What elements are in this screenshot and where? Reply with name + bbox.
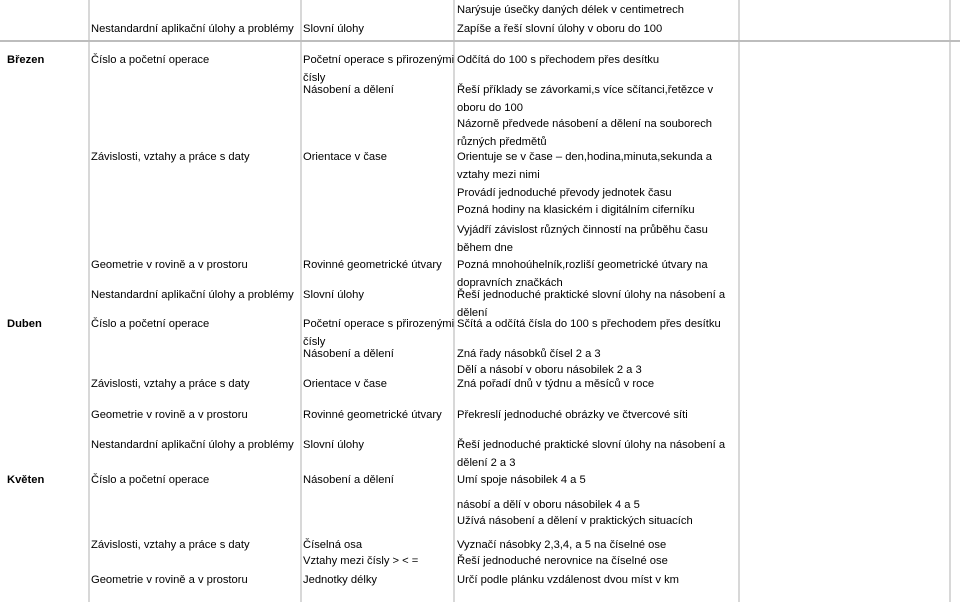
subtopic-cell: Číselná osa	[303, 539, 363, 551]
outcome-text: Odčítá do 100 s přechodem přes desítku	[457, 54, 660, 66]
subtopic-cell: Rovinné geometrické útvary	[303, 409, 442, 421]
outcome-text: Pozná mnohoúhelník,rozliší geometrické útvary na dopravních značkách	[457, 259, 708, 289]
topic-cell: Geometrie v rovině a v prostoru	[91, 574, 248, 586]
outcome-text: Užívá násobení a dělení v praktických situacích	[457, 515, 693, 527]
topic-cell: Nestandardní aplikační úlohy a problémy	[91, 439, 294, 451]
outcome-text: Provádí jednoduché převody jednotek času	[457, 187, 672, 199]
subtopic-cell: Početní operace s přirozenými čísly	[303, 54, 455, 84]
topic-cell: Geometrie v rovině a v prostoru	[91, 259, 248, 271]
outcome-text: Vyjádří závislost různých činností na průběhu času během dne	[457, 224, 708, 254]
subtopic-cell: Orientace v čase	[303, 378, 387, 390]
topic-cell: Závislosti, vztahy a práce s daty	[91, 539, 250, 551]
subtopic-cell: Početní operace s přirozenými čísly	[303, 318, 455, 348]
outcome-text: Dělí a násobí v oboru násobilek 2 a 3	[457, 364, 642, 376]
topic-cell: Geometrie v rovině a v prostoru	[91, 409, 248, 421]
subtopic-cell: Slovní úlohy	[303, 439, 364, 451]
outcome-text: Orientuje se v čase – den,hodina,minuta,sekunda a vztahy mezi nimi	[457, 151, 712, 181]
outcome-text: Pozná hodiny na klasickém i digitálním ciferníku	[457, 204, 695, 216]
grid-line-vertical	[88, 0, 90, 602]
subtopic-cell: Násobení a dělení	[303, 474, 394, 486]
topic-cell: Číslo a početní operace	[91, 474, 210, 486]
subtopic-cell: Slovní úlohy	[303, 23, 364, 35]
topic-cell: Závislosti, vztahy a práce s daty	[91, 151, 250, 163]
subtopic-cell: Násobení a dělení	[303, 348, 394, 360]
outcome-text: Řeší příklady se závorkami,s více sčítanci,řetězce v oboru do 100	[457, 84, 714, 114]
grid-line-horizontal	[0, 40, 960, 42]
topic-cell: Číslo a početní operace	[91, 318, 210, 330]
outcome-text: Překreslí jednoduché obrázky ve čtvercové síti	[457, 409, 688, 421]
outcome-text: Řeší jednoduché nerovnice na číselné ose	[457, 555, 668, 567]
outcome-text: Zapíše a řeší slovní úlohy v oboru do 100	[457, 23, 663, 35]
outcome-text: Řeší jednoduché praktické slovní úlohy na násobení a dělení 2 a 3	[457, 439, 726, 469]
outcome-text: Zná pořadí dnů v týdnu a měsíců v roce	[457, 378, 655, 390]
grid-line-vertical	[738, 0, 740, 602]
subtopic-cell: Jednotky délky	[303, 574, 378, 586]
outcome-text: Řeší jednoduché praktické slovní úlohy na násobení a dělení	[457, 289, 726, 319]
month-label: Květen	[7, 474, 45, 486]
grid-line-vertical	[949, 0, 951, 602]
outcome-text: násobí a dělí v oboru násobilek 4 a 5	[457, 499, 640, 511]
subtopic-cell: Rovinné geometrické útvary	[303, 259, 442, 271]
subtopic-cell: Vztahy mezi čísly > < =	[303, 555, 419, 567]
outcome-text: Vyznačí násobky 2,3,4, a 5 na číselné ose	[457, 539, 667, 551]
outcome-text: Zná řady násobků čísel 2 a 3	[457, 348, 601, 360]
topic-cell: Závislosti, vztahy a práce s daty	[91, 378, 250, 390]
month-label: Duben	[7, 318, 42, 330]
topic-cell: Nestandardní aplikační úlohy a problémy	[91, 23, 294, 35]
outcome-text: Určí podle plánku vzdálenost dvou míst v km	[457, 574, 679, 586]
outcome-text: Názorně předvede násobení a dělení na souborech různých předmětů	[457, 118, 713, 148]
month-label: Březen	[7, 54, 45, 66]
subtopic-cell: Slovní úlohy	[303, 289, 364, 301]
subtopic-cell: Orientace v čase	[303, 151, 387, 163]
outcome-text: Narýsuje úsečky daných délek v centimetrech	[457, 4, 684, 16]
grid-line-vertical	[300, 0, 302, 602]
outcome-text: Sčítá a odčítá čísla do 100 s přechodem přes desítku	[457, 318, 721, 330]
outcome-text: Umí spoje násobilek 4 a 5	[457, 474, 586, 486]
subtopic-cell: Násobení a dělení	[303, 84, 394, 96]
grid-line-vertical	[453, 0, 455, 602]
topic-cell: Číslo a početní operace	[91, 54, 210, 66]
topic-cell: Nestandardní aplikační úlohy a problémy	[91, 289, 294, 301]
